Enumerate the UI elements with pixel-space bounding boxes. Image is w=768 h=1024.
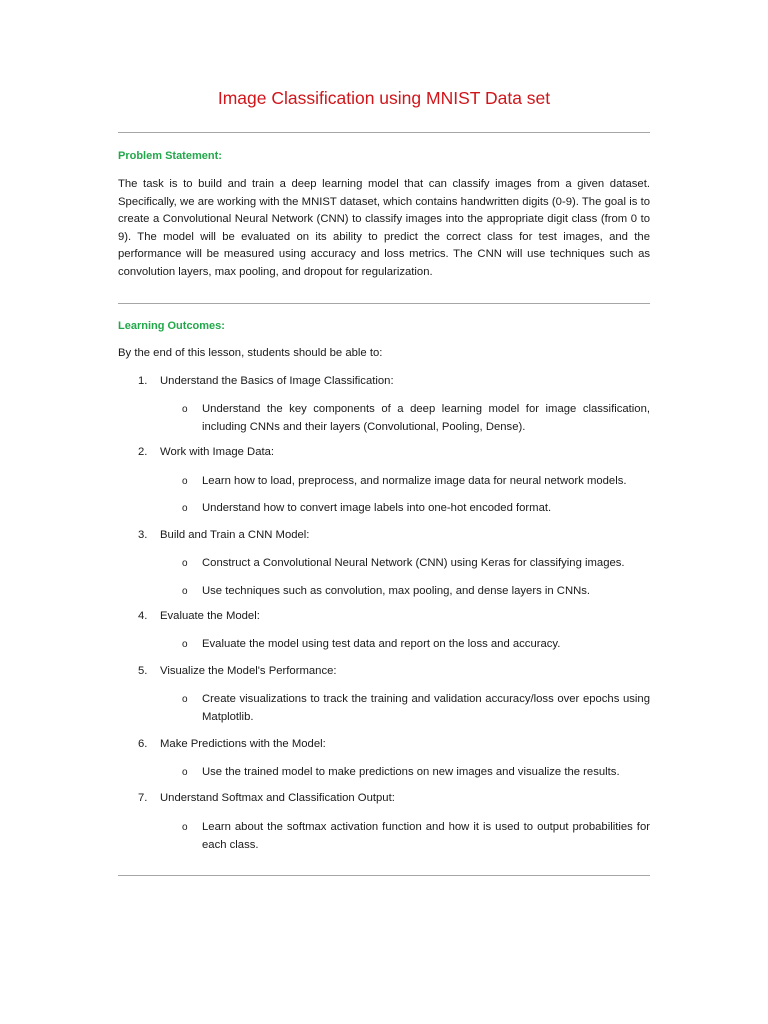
outcome-subitem [182,819,650,854]
divider [118,875,650,876]
bullet-icon: o [182,586,188,597]
problem-heading: Problem Statement: [118,150,222,162]
outcome-number: 7. [138,792,148,804]
subitem-text: Use the trained model to make predictions on new images and visualize the results. [202,766,620,778]
outcome-number: 2. [138,446,148,458]
divider [118,303,650,304]
outcome-number: 4. [138,610,148,622]
outcome-item [138,665,337,677]
subitem-text: Learn about the softmax activation function and how it is used to output probabilities for each class. [202,821,650,851]
subitem-text: Evaluate the model using test data and report on the loss and accuracy. [202,638,561,650]
subitem-text: Learn how to load, preprocess, and normalize image data for neural network models. [202,475,627,487]
outcome-item [138,738,326,750]
subitem-text: Understand the key components of a deep learning model for image classification, including CNNs and their layers (Convolutional, Pooling, Dense). [202,403,650,433]
outcome-number: 6. [138,738,148,750]
divider [118,132,650,133]
outcome-title: Build and Train a CNN Model: [160,529,310,541]
subitem-text: Use techniques such as convolution, max pooling, and dense layers in CNNs. [202,585,591,597]
bullet-icon: o [182,503,188,514]
outcome-subitem [182,555,650,573]
outcome-item [138,375,394,387]
outcome-number: 1. [138,375,148,387]
subitem-text: Create visualizations to track the training and validation accuracy/loss over epochs using Matplotlib. [202,693,650,723]
outcome-subitem [182,636,650,654]
outcomes-intro: By the end of this lesson, students should be able to: [118,347,383,359]
outcome-title: Make Predictions with the Model: [160,738,326,750]
outcomes-heading: Learning Outcomes: [118,320,225,332]
outcome-number: 3. [138,529,148,541]
bullet-icon: o [182,822,188,833]
outcome-title: Work with Image Data: [160,446,275,458]
outcome-subitem [182,764,650,782]
outcome-subitem [182,583,650,601]
bullet-icon: o [182,767,188,778]
bullet-icon: o [182,694,188,705]
bullet-icon: o [182,404,188,415]
problem-body: The task is to build and train a deep learning model that can classify images from a given dataset. Specifically, we are working with the MNIST dataset, which contains handwritten digits (0-9). The goal is to create a Convolutional Neural Network (CNN) to classify images into the appropriate digit class (from 0 to 9). The model will be evaluated on its ability to predict the correct class for test images, and the performance will be measured using accuracy and loss metrics. The CNN will use techniques such as convolution layers, max pooling, and dropout for regularization. [118,178,650,278]
outcome-item [138,446,274,458]
outcome-number: 5. [138,665,148,677]
outcome-subitem [182,500,650,518]
outcome-title: Understand the Basics of Image Classification: [160,375,394,387]
outcome-item [138,529,309,541]
subitem-text: Understand how to convert image labels into one-hot encoded format. [202,502,552,514]
outcome-title: Understand Softmax and Classification Output: [160,792,395,804]
outcome-subitem [182,691,650,726]
outcome-item [138,610,260,622]
outcome-title: Evaluate the Model: [160,610,260,622]
bullet-icon: o [182,558,188,569]
outcome-subitem [182,473,650,491]
outcome-subitem [182,401,650,436]
outcome-item [138,792,395,804]
page-title: Image Classification using MNIST Data set [217,88,551,108]
subitem-text: Construct a Convolutional Neural Network (CNN) using Keras for classifying images. [202,557,625,569]
outcome-title: Visualize the Model's Performance: [160,665,337,677]
bullet-icon: o [182,476,188,487]
bullet-icon: o [182,639,188,650]
